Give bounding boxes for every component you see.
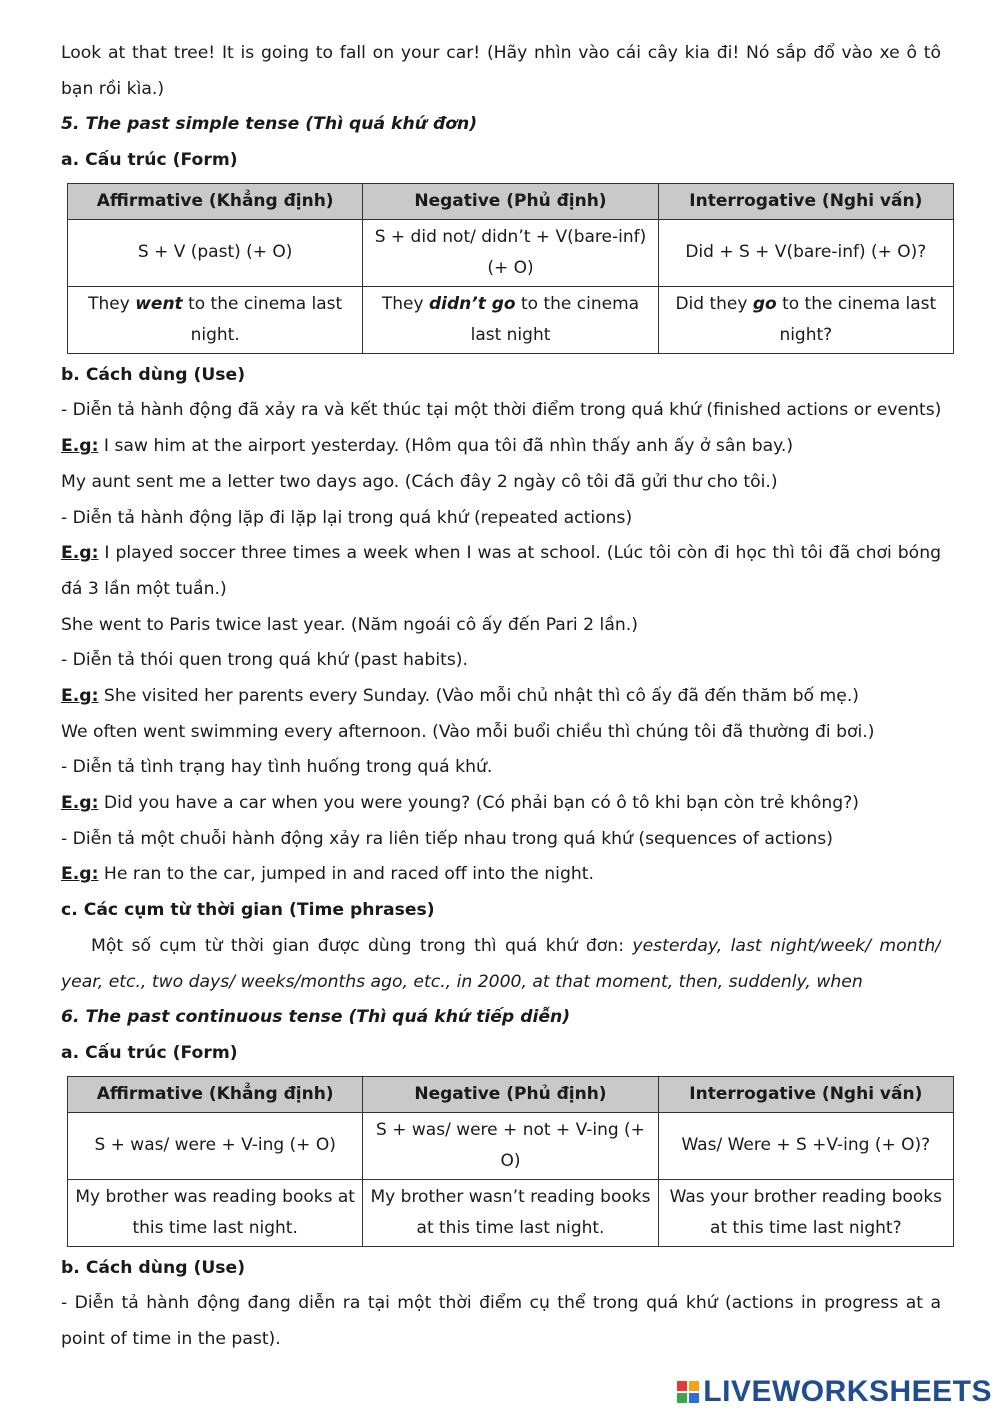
section-5-use-list <box>61 393 941 893</box>
use-line-text: - Diễn tả tình trạng hay tình huống trong quá khứ. <box>61 757 493 778</box>
use-line <box>61 786 941 822</box>
use-line-text: - Diễn tả hành động lặp đi lặp lại trong quá khứ (repeated actions) <box>61 507 633 528</box>
table-header-affirmative: Affirmative (Khẳng định) <box>68 1076 363 1112</box>
use-line <box>61 501 941 537</box>
table-cell: My brother wasn’t reading books at this time last night. <box>363 1179 658 1246</box>
use-line-text: She visited her parents every Sunday. (Vào mỗi chủ nhật thì cô ấy đã đến thăm bố mẹ.) <box>98 686 859 706</box>
table-cell: They didn’t go to the cinema last night <box>363 286 658 353</box>
use-line-text: He ran to the car, jumped in and raced off into the night. <box>98 864 594 885</box>
use-line <box>61 536 941 607</box>
use-line <box>61 715 941 751</box>
table-cell: S + did not/ didn’t + V(bare-inf) (+ O) <box>363 219 658 286</box>
table-cell: S + was/ were + not + V-ing (+ O) <box>363 1112 658 1179</box>
table-cell: They went to the cinema last night. <box>68 286 363 353</box>
table-header-row <box>68 1076 954 1112</box>
table-header-interrogative: Interrogative (Nghi vấn) <box>658 1076 953 1112</box>
table-cell: My brother was reading books at this time last night. <box>68 1179 363 1246</box>
use-line <box>61 750 941 786</box>
use-line <box>61 857 941 893</box>
example-label: E.g: <box>61 864 99 885</box>
logo-mark-icon <box>677 1381 699 1403</box>
use-line <box>61 822 941 858</box>
table-row <box>68 1179 954 1246</box>
section-6-use-heading: b. Cách dùng (Use) <box>61 1257 246 1278</box>
document-page <box>61 36 941 1358</box>
table-cell: Was your brother reading books at this time last night? <box>658 1179 953 1246</box>
use-line <box>61 393 941 429</box>
use-line-text: I saw him at the airport yesterday. (Hôm qua tôi đã nhìn thấy anh ấy ở sân bay.) <box>98 436 794 457</box>
time-phrases-paragraph: Một số cụm từ thời gian được dùng trong thì quá khứ đơn: yesterday, last night/week/ month/ year, etc., two days/ weeks/months ago, etc., in 2000, at that moment, then, suddenly, when <box>61 935 941 992</box>
example-label: E.g: <box>61 436 99 457</box>
example-label: E.g: <box>61 793 99 814</box>
section-5-form-heading: a. Cấu trúc (Form) <box>61 150 238 171</box>
table-header-row <box>68 183 954 219</box>
section-6-form-heading: a. Cấu trúc (Form) <box>61 1042 238 1063</box>
section-5-use-heading: b. Cách dùng (Use) <box>61 364 246 385</box>
use-line <box>61 643 941 679</box>
use-line <box>61 608 941 644</box>
section-5-title: 5. The past simple tense (Thì quá khứ đơn) <box>61 114 478 135</box>
table-row <box>68 219 954 286</box>
use-line-text: We often went swimming every afternoon. (Vào mỗi buổi chiều thì chúng tôi đã thường đi bơi.) <box>61 721 875 742</box>
table-row <box>68 286 954 353</box>
table-header-interrogative: Interrogative (Nghi vấn) <box>658 183 953 219</box>
section-6-title: 6. The past continuous tense (Thì quá khứ tiếp diễn) <box>61 1007 571 1028</box>
section-6-use-text: - Diễn tả hành động đang diễn ra tại một thời điểm cụ thể trong quá khứ (actions in progress at a point of time in the past). <box>61 1293 941 1349</box>
use-line-text: Did you have a car when you were young? (Có phải bạn có ô tô khi bạn còn trẻ không?) <box>98 793 859 814</box>
use-line <box>61 465 941 501</box>
table-header-negative: Negative (Phủ định) <box>363 183 658 219</box>
section-5-time-heading: c. Các cụm từ thời gian (Time phrases) <box>61 900 435 921</box>
past-continuous-form-table <box>67 1076 954 1247</box>
table-cell: S + was/ were + V-ing (+ O) <box>68 1112 363 1179</box>
use-line-text: She went to Paris twice last year. (Năm ngoái cô ấy đến Pari 2 lần.) <box>61 614 638 635</box>
use-line-text: I played soccer three times a week when I was at school. (Lúc tôi còn đi học thì tôi đã chơi bóng đá 3 lần một tuần.) <box>61 543 941 599</box>
logo-text: LIVEWORKSHEETS <box>703 1375 992 1408</box>
table-row <box>68 1112 954 1179</box>
liveworksheets-logo[interactable] <box>677 1377 992 1407</box>
table-header-negative: Negative (Phủ định) <box>363 1076 658 1112</box>
paragraph-intro: Look at that tree! It is going to fall on your car! (Hãy nhìn vào cái cây kia đi! Nó sắp đổ vào xe ô tô bạn rồi kìa.) <box>61 43 941 99</box>
use-line <box>61 429 941 465</box>
table-cell: Was/ Were + S +V-ing (+ O)? <box>658 1112 953 1179</box>
example-label: E.g: <box>61 686 99 706</box>
use-line-text: - Diễn tả thói quen trong quá khứ (past habits). <box>61 650 468 671</box>
use-line-text: - Diễn tả hành động đã xảy ra và kết thúc tại một thời điểm trong quá khứ (finished actions or events) <box>61 400 941 421</box>
table-header-affirmative: Affirmative (Khẳng định) <box>68 183 363 219</box>
example-label: E.g: <box>61 543 99 564</box>
past-simple-form-table <box>67 183 954 354</box>
table-cell: Did they go to the cinema last night? <box>658 286 953 353</box>
use-line <box>61 679 941 715</box>
table-cell: Did + S + V(bare-inf) (+ O)? <box>658 219 953 286</box>
table-cell: S + V (past) (+ O) <box>68 219 363 286</box>
use-line-text: My aunt sent me a letter two days ago. (Cách đây 2 ngày cô tôi đã gửi thư cho tôi.) <box>61 471 778 492</box>
use-line-text: - Diễn tả một chuỗi hành động xảy ra liên tiếp nhau trong quá khứ (sequences of actions) <box>61 828 833 849</box>
